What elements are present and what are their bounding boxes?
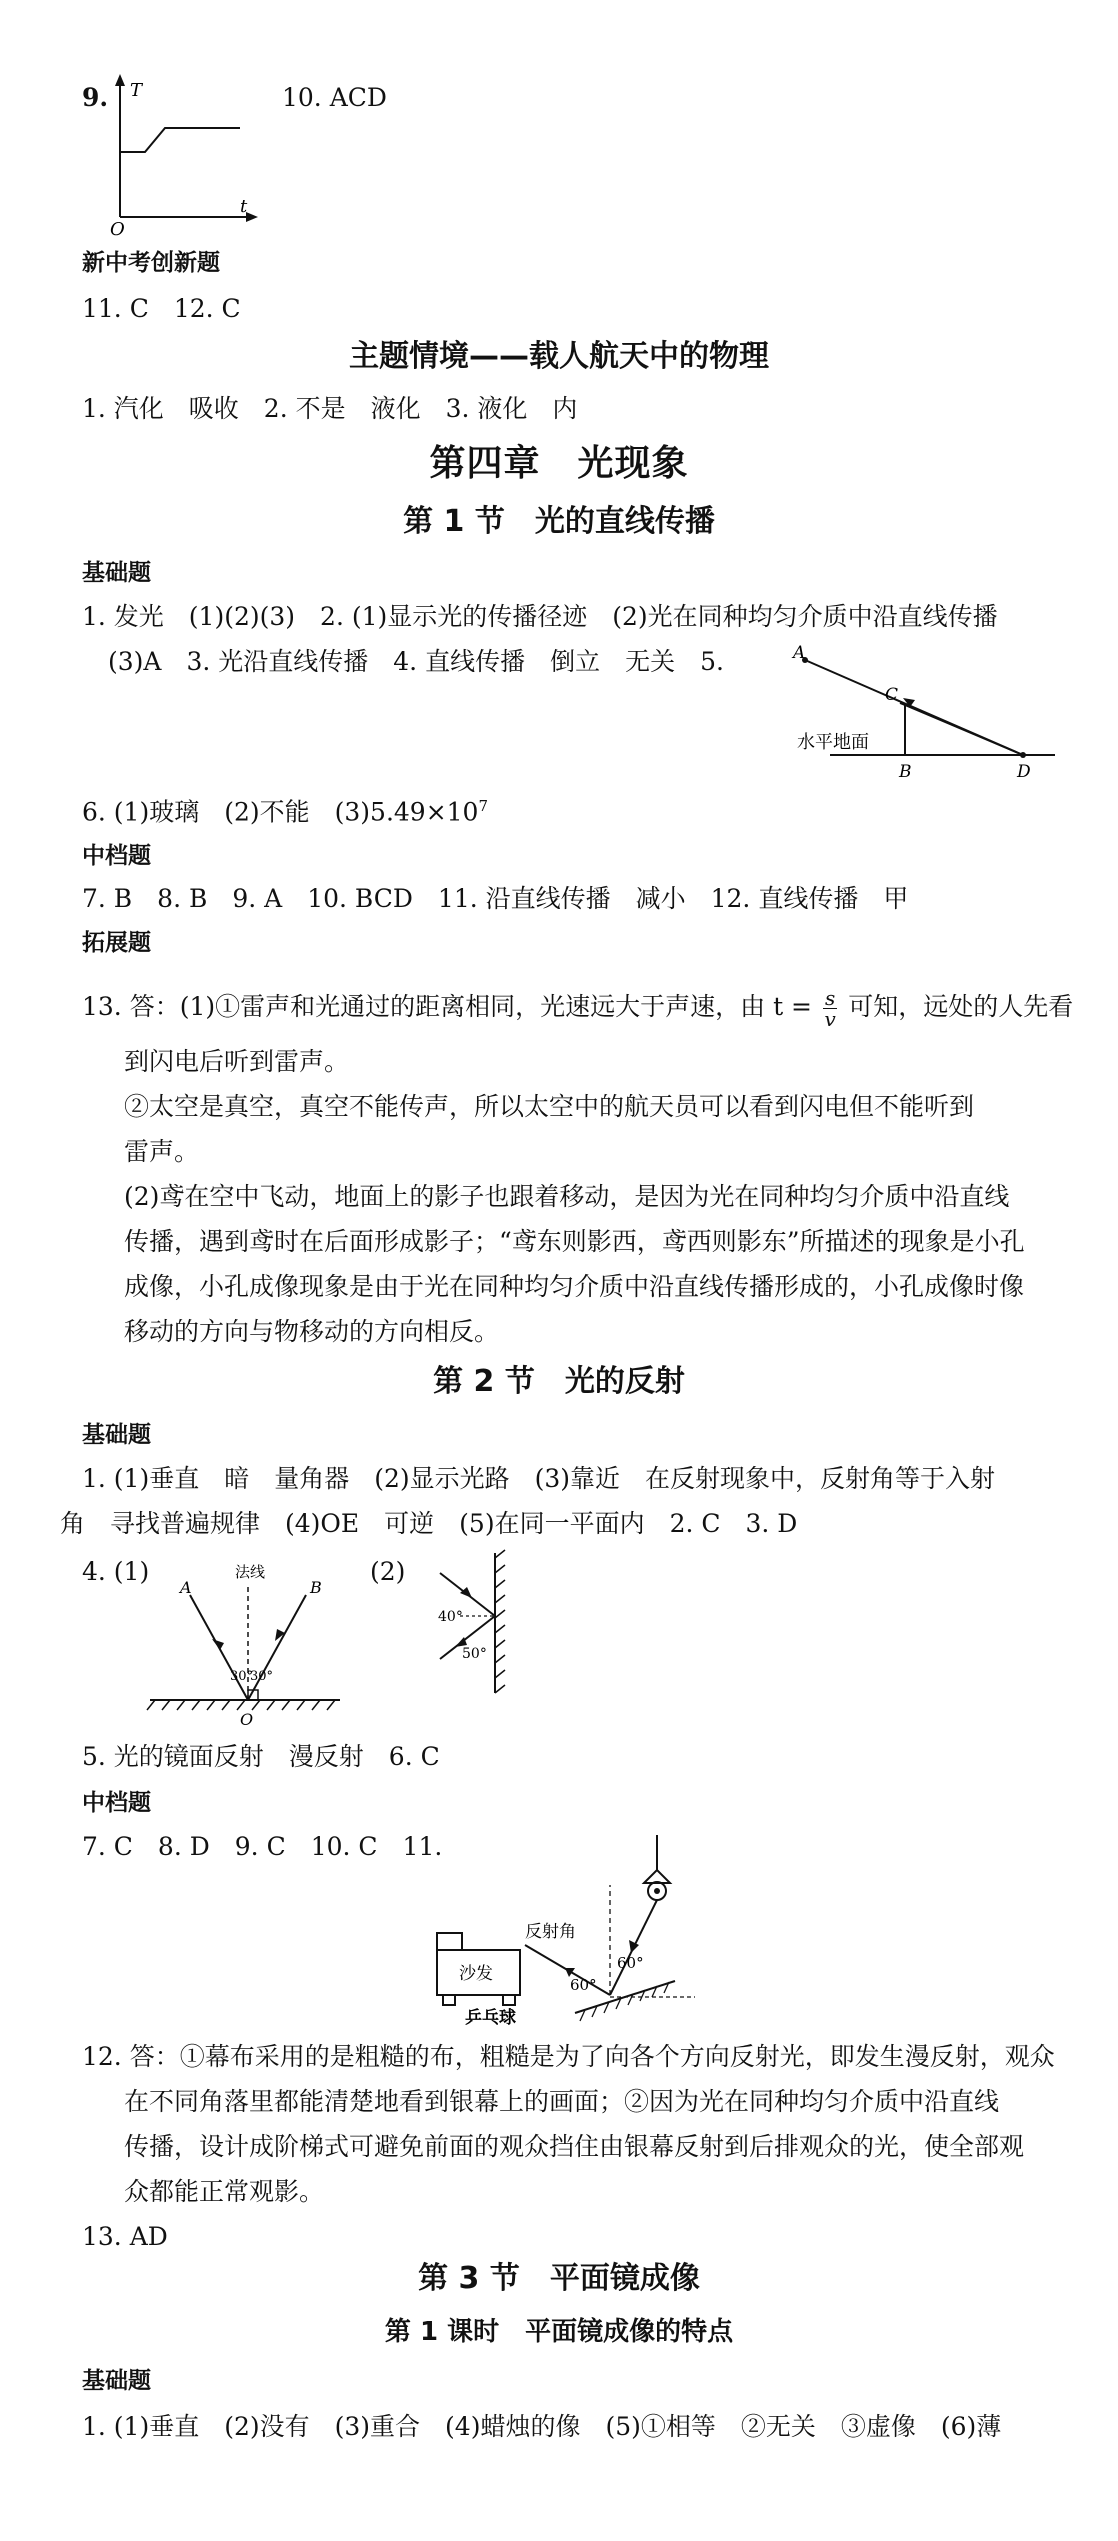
s2-q12-line-4: 众都能正常观影。 bbox=[124, 2177, 325, 2206]
question-9-number: 9. bbox=[82, 83, 109, 112]
s2-q4-part-2: (2) bbox=[370, 1557, 406, 1586]
s1-basic-line-6 bbox=[82, 798, 488, 827]
s1-q13-line-6: 传播，遇到鸢时在后面形成影子；“鸢东则影西，鸢西则影东”所描述的现象是小孔 bbox=[124, 1227, 1025, 1256]
s1-q13-line-8: 移动的方向与物移动的方向相反。 bbox=[124, 1317, 500, 1346]
x-axis-label: t bbox=[240, 196, 248, 217]
label-a: A bbox=[793, 643, 806, 663]
y-axis-arrow bbox=[115, 74, 125, 86]
s1-basic-line-2: (3)A 3. 光沿直线传播 4. 直线传播 倒立 无关 5. bbox=[108, 647, 724, 676]
reflection-angle-label: 反射角 bbox=[525, 1922, 576, 1942]
lesson-1-title: 第 1 课时 平面镜成像的特点 bbox=[384, 2317, 734, 2347]
s3-basic-line-1: 1. (1)垂直 (2)没有 (3)重合 (4)蜡烛的像 (5)①相等 ②无关 ③虚像 (6)薄 bbox=[82, 2412, 1002, 2441]
theme-answers: 1. 汽化 吸收 2. 不是 液化 3. 液化 内 bbox=[82, 394, 578, 423]
s1-q13-line-1 bbox=[82, 988, 1073, 1029]
s2-q12-line-3: 传播，设计成阶梯式可避免前面的观众挡住由银幕反射到后排观众的光，使全部观 bbox=[124, 2132, 1025, 2161]
incidence-angle: 30° bbox=[230, 1669, 254, 1684]
angle-60-right: 60° bbox=[617, 1954, 644, 1972]
sofa-reflection-diagram bbox=[425, 1825, 705, 2028]
shadow-diagram bbox=[795, 640, 1065, 785]
y-axis-label: T bbox=[130, 80, 143, 101]
section-3-title: 第 3 节 平面镜成像 bbox=[418, 2261, 700, 2296]
s1-q13-line-3: ②太空是真空，真空不能传声，所以太空中的航天员可以看到闪电但不能听到 bbox=[124, 1092, 975, 1121]
s1-basic-line-6-text: 6. (1)玻璃 (2)不能 (3)5.49×10 bbox=[82, 797, 479, 827]
ping-pong-label: 乒乓球 bbox=[465, 2008, 516, 2028]
s2-q12-line-2: 在不同角落里都能清楚地看到银幕上的画面；②因为光在同种均匀介质中沿直线 bbox=[124, 2087, 1000, 2116]
mirror-hatching-2 bbox=[495, 1550, 505, 1693]
s2-basic-line-2: 角 寻找普遍规律 (4)OE 可逆 (5)在同一平面内 2. C 3. D bbox=[60, 1509, 798, 1538]
s2-q13-answer: 13. AD bbox=[82, 2222, 168, 2251]
ground-label: 水平地面 bbox=[797, 732, 869, 753]
new-exam-label: 新中考创新题 bbox=[82, 250, 220, 276]
label-d: D bbox=[1017, 762, 1031, 782]
fraction-denominator: v bbox=[824, 1007, 836, 1031]
incident-arrow bbox=[212, 1639, 224, 1650]
lamp-center bbox=[654, 1888, 660, 1894]
sofa-back bbox=[437, 1933, 462, 1950]
label-a: A bbox=[180, 1578, 192, 1597]
angle-40: 40° bbox=[438, 1609, 463, 1625]
label-o: O bbox=[240, 1710, 254, 1729]
s1-q13-line-1-a: 13. 答：(1)①雷声和光通过的距离相同，光速远大于声速，由 t = bbox=[82, 992, 813, 1021]
s-over-v-fraction bbox=[823, 988, 837, 1029]
label-b: B bbox=[899, 762, 912, 782]
reflection-diagram-2 bbox=[420, 1548, 520, 1698]
s2-q12-line-1: 12. 答：①幕布采用的是粗糙的布，粗糙是为了向各个方向反射光，即发生漫反射，观众 bbox=[82, 2042, 1055, 2071]
temperature-time-graph bbox=[100, 72, 260, 240]
question-10-answer: 10. ACD bbox=[282, 83, 387, 112]
lamp-ray-arrow bbox=[629, 1940, 639, 1953]
angle-60-left: 60° bbox=[570, 1976, 597, 1994]
origin-label: O bbox=[110, 219, 125, 240]
s2-mid-line-7: 7. C 8. D 9. C 10. C 11. bbox=[82, 1832, 443, 1861]
x-axis-arrow bbox=[246, 212, 258, 222]
theme-title: 主题情境——载人航天中的物理 bbox=[349, 339, 769, 374]
s2-q4-part-1: 4. (1) bbox=[82, 1557, 150, 1586]
s1-mid-line-7: 7. B 8. B 9. A 10. BCD 11. 沿直线传播 减小 12. 直线传播 甲 bbox=[82, 884, 909, 913]
s3-basic-label: 基础题 bbox=[82, 2368, 151, 2394]
s1-basic-line-1: 1. 发光 (1)(2)(3) 2. (1)显示光的传播径迹 (2)光在同种均匀介质中沿直线传播 bbox=[82, 602, 998, 631]
reflected-ray bbox=[248, 1595, 306, 1700]
section-2-title: 第 2 节 光的反射 bbox=[433, 1364, 685, 1399]
s2-basic-line-1: 1. (1)垂直 暗 量角器 (2)显示光路 (3)靠近 在反射现象中，反射角等于入射 bbox=[82, 1464, 996, 1493]
sofa-leg-left bbox=[443, 1995, 455, 2005]
s1-mid-label: 中档题 bbox=[82, 843, 151, 869]
s1-ext-label: 拓展题 bbox=[82, 930, 151, 956]
s1-q13-line-7: 成像，小孔成像现象是由于光在同种均匀介质中沿直线传播形成的，小孔成像时像 bbox=[124, 1272, 1025, 1301]
s1-q13-line-2: 到闪电后听到雷声。 bbox=[124, 1047, 350, 1076]
s1-q13-line-4: 雷声。 bbox=[124, 1137, 200, 1166]
point-d bbox=[1020, 752, 1026, 758]
label-b: B bbox=[310, 1578, 322, 1597]
reflection-angle: 30° bbox=[250, 1669, 274, 1684]
incident-arrow-2 bbox=[460, 1587, 472, 1598]
label-c: C bbox=[885, 685, 899, 705]
s1-q13-line-5: (2)鸢在空中飞动，地面上的影子也跟着移动，是因为光在同种均匀介质中沿直线 bbox=[124, 1182, 1010, 1211]
normal-label: 法线 bbox=[235, 1563, 266, 1581]
section-1-title: 第 1 节 光的直线传播 bbox=[403, 504, 715, 539]
s2-mid-label: 中档题 bbox=[82, 1790, 151, 1816]
s1-q13-line-1-b: 可知，远处的人先看 bbox=[848, 992, 1074, 1021]
question-11-12-answers: 11. C 12. C bbox=[82, 294, 241, 323]
chapter-title: 第四章 光现象 bbox=[429, 443, 689, 484]
s1-basic-label: 基础题 bbox=[82, 560, 151, 586]
sofa-label: 沙发 bbox=[459, 1964, 493, 1984]
s1-basic-line-6-exponent: 7 bbox=[478, 797, 489, 815]
mirror-hatching bbox=[147, 1700, 335, 1710]
sofa-leg-right bbox=[503, 1995, 515, 2005]
fraction-numerator: s bbox=[824, 986, 836, 1010]
reflection-diagram-1 bbox=[140, 1555, 350, 1730]
graph-curve bbox=[120, 128, 240, 152]
s2-basic-label: 基础题 bbox=[82, 1422, 151, 1448]
angle-50: 50° bbox=[462, 1646, 487, 1662]
s2-basic-line-5: 5. 光的镜面反射 漫反射 6. C bbox=[82, 1742, 440, 1771]
